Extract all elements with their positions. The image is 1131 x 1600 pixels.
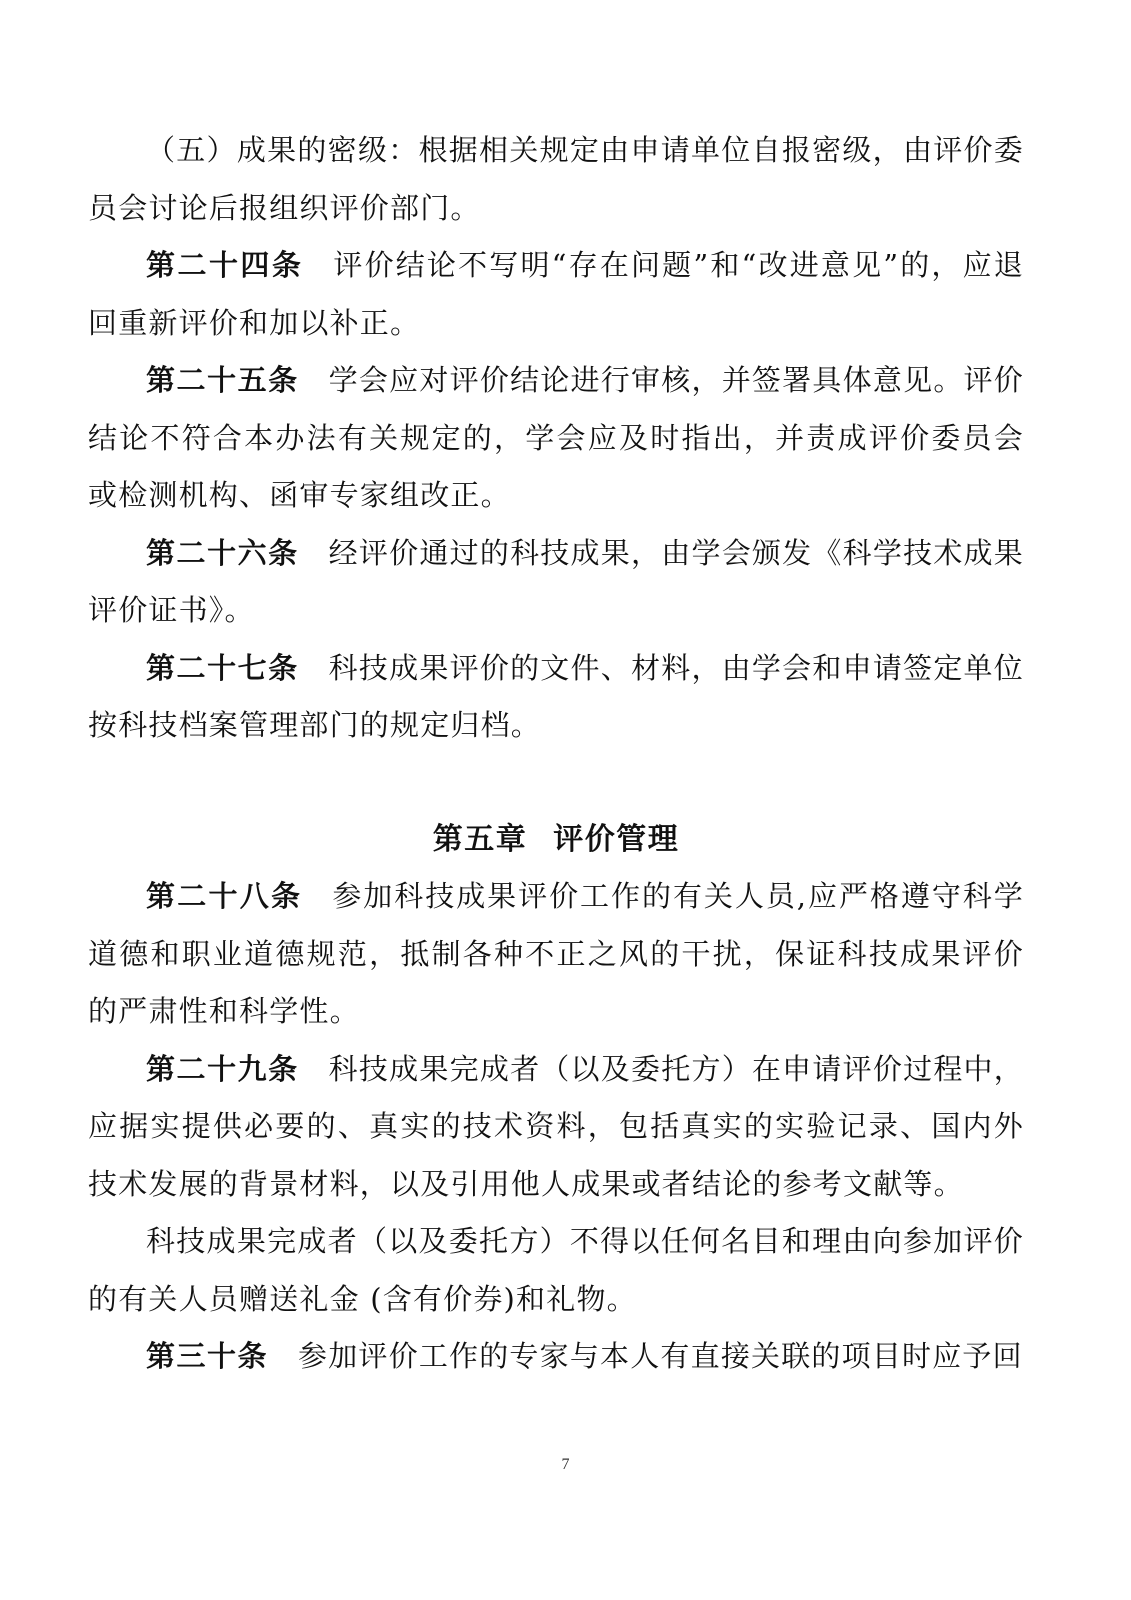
- article-text: 科技成果完成者（以及委托方）在申请评价过程中，应据实提供必要的、真实的技术资料，包括真实的实验记录、国内外技术发展的背景材料，以及引用他人成果或者结论的参考文献等。: [88, 1051, 1024, 1201]
- article-29: [88, 1041, 1024, 1214]
- paragraph-text: 科技成果完成者（以及委托方）不得以任何名目和理由向参加评价的有关人员赠送礼金 (含有价券)和礼物。: [88, 1224, 1024, 1316]
- article-text: 参加科技成果评价工作的有关人员,应严格遵守科学道德和职业道德规范，抵制各种不正之风的干扰，保证科技成果评价的严肃性和科学性。: [88, 879, 1024, 1028]
- article-label: 第二十五条: [146, 363, 299, 397]
- article-text: 学会应对评价结论进行审核，并签署具体意见。评价结论不符合本办法有关规定的，学会应及时指出，并责成评价委员会或检测机构、函审专家组改正。: [88, 363, 1024, 512]
- article-26: [88, 525, 1024, 640]
- page-number: 7: [561, 1456, 570, 1473]
- article-29-continued: [88, 1213, 1024, 1328]
- article-label: 第二十九条: [146, 1051, 299, 1086]
- chapter-heading: [88, 811, 1024, 869]
- article-27: [88, 640, 1024, 755]
- article-text: 经评价通过的科技成果，由学会颁发《科学技术成果评价证书》。: [88, 535, 1024, 627]
- article-text: 参加评价工作的专家与本人有直接关联的项目时应予回: [298, 1339, 1023, 1373]
- document-page: [88, 122, 1024, 1386]
- article-label: 第二十六条: [146, 535, 299, 570]
- article-label: 第二十八条: [146, 879, 303, 913]
- article-label: 第二十七条: [146, 650, 299, 685]
- article-30: [88, 1328, 1024, 1386]
- article-24: [88, 237, 1024, 352]
- article-text: 评价结论不写明“存在问题”和“改进意见”的，应退回重新评价和加以补正。: [88, 248, 1024, 340]
- article-label: 第二十四条: [146, 248, 304, 282]
- article-28: [88, 868, 1024, 1041]
- paragraph-text: （五）成果的密级：根据相关规定由申请单位自报密级，由评价委员会讨论后报组织评价部门。: [88, 133, 1024, 225]
- chapter-number: 第五章: [432, 821, 528, 857]
- chapter-title: 评价管理: [553, 821, 680, 857]
- paragraph-item-5: [88, 122, 1024, 237]
- article-25: [88, 352, 1024, 525]
- article-label: 第三十条: [146, 1339, 269, 1373]
- article-text: 科技成果评价的文件、材料，由学会和申请签定单位按科技档案管理部门的规定归档。: [88, 650, 1024, 742]
